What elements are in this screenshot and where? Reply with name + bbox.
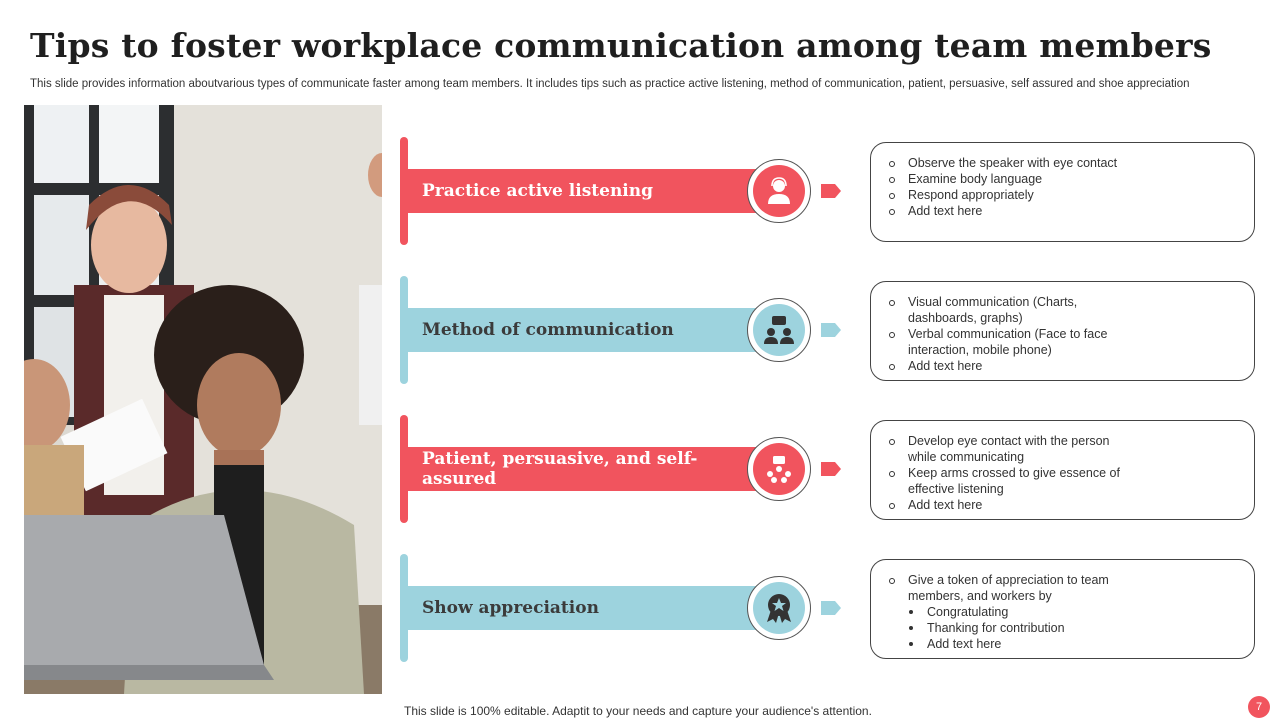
tip-details-box [870, 281, 1255, 381]
icon-circle [747, 437, 811, 501]
people-chat-icon [763, 314, 795, 346]
arrow-tag-icon [821, 323, 841, 337]
arrow-tag-icon [821, 184, 841, 198]
list-item: Keep arms crossed to give essence of effective listening [889, 465, 1159, 497]
arrow-tag-icon [821, 462, 841, 476]
tip-heading: Practice active listening [408, 169, 770, 213]
team-photo [24, 105, 382, 694]
tip-row-3 [400, 415, 1260, 525]
row-accent-bar [400, 415, 408, 523]
tip-details-box [870, 420, 1255, 520]
list-item: Respond appropriately [889, 187, 1238, 203]
footer-note: This slide is 100% editable. Adaptit to your needs and capture your audience's attention. [404, 704, 872, 718]
page-number: 7 [1248, 696, 1270, 718]
list-item: Add text here [889, 203, 1238, 219]
tip-details-box [870, 142, 1255, 242]
list-item: Examine body language [889, 171, 1238, 187]
list-item: Visual communication (Charts, dashboards, graphs) [889, 294, 1089, 326]
list-item: Verbal communication (Face to face interaction, mobile phone) [889, 326, 1139, 358]
tip-row-2 [400, 276, 1260, 386]
row-accent-bar [400, 554, 408, 662]
icon-circle [747, 576, 811, 640]
tip-heading: Method of communication [408, 308, 770, 352]
team-network-icon [764, 454, 794, 484]
list-item: Add text here [889, 358, 1238, 374]
tip-heading: Patient, persuasive, and self-assured [408, 447, 770, 491]
slide-title: Tips to foster workplace communication among team members [30, 26, 1212, 65]
icon-circle [747, 298, 811, 362]
list-item: Give a token of appreciation to team members, and workers by [889, 572, 1139, 604]
icon-circle [747, 159, 811, 223]
slide-subtitle: This slide provides information aboutvarious types of communicate faster among team members. It includes tips such as practice active listening, method of communication, patient, persuasive, self assured and shoe appreciation [30, 78, 1190, 90]
list-item: Observe the speaker with eye contact [889, 155, 1238, 171]
sub-list-item: Add text here [889, 636, 1238, 652]
list-item: Add text here [889, 497, 1238, 513]
arrow-tag-icon [821, 601, 841, 615]
award-badge-icon [763, 592, 795, 624]
tip-details-box [870, 559, 1255, 659]
sub-list-item: Thanking for contribution [889, 620, 1238, 636]
sub-list-item: Congratulating [889, 604, 1238, 620]
listener-icon [764, 176, 794, 206]
list-item: Develop eye contact with the person while communicating [889, 433, 1139, 465]
tip-row-1 [400, 137, 1260, 247]
tip-heading: Show appreciation [408, 586, 770, 630]
row-accent-bar [400, 137, 408, 245]
row-accent-bar [400, 276, 408, 384]
tip-row-4 [400, 554, 1260, 664]
